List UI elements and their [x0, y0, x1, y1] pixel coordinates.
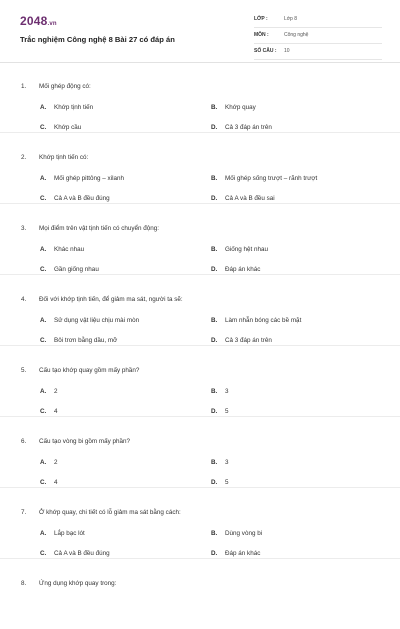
- option-key: A.: [40, 459, 47, 466]
- option-text: 4: [54, 479, 58, 486]
- option-key: A.: [40, 246, 47, 253]
- meta-row-count: [254, 46, 382, 60]
- option-key: C.: [40, 479, 47, 486]
- option-text: Gần giống nhau: [54, 266, 99, 273]
- option-key: A.: [40, 530, 47, 537]
- quiz-meta: [254, 14, 382, 62]
- question-text: Mọi điểm trên vật tịnh tiến có chuyển động:: [39, 225, 160, 232]
- option-text: Giống hệt nhau: [225, 246, 269, 253]
- option-key: C.: [40, 337, 47, 344]
- option-key: C.: [40, 266, 47, 273]
- option-key: B.: [211, 530, 218, 537]
- page-title: Trắc nghiệm Công nghệ 8 Bài 27 có đáp án: [20, 35, 175, 44]
- option-key: B.: [211, 317, 218, 324]
- option-text: Mối ghép sống trượt – rãnh trượt: [225, 175, 318, 182]
- question-text: Đối với khớp tịnh tiến, để giảm ma sát, người ta sẽ:: [39, 296, 183, 303]
- question-text: Ở khớp quay, chi tiết có lỗ giảm ma sát bằng cách:: [39, 509, 181, 516]
- meta-value: Công nghệ: [284, 32, 309, 38]
- logo-tld: .vn: [47, 21, 57, 27]
- option-text: 3: [225, 459, 229, 466]
- question-number: 3.: [21, 225, 27, 232]
- option-text: Sử dụng vật liệu chịu mài mòn: [54, 317, 140, 324]
- page-header: [0, 0, 400, 63]
- option-key: B.: [211, 104, 218, 111]
- option-text: Bôi trơn bằng dầu, mỡ: [54, 337, 118, 344]
- option-text: 5: [225, 408, 229, 415]
- question-number: 7.: [21, 509, 27, 516]
- option-text: Đáp án khác: [225, 266, 261, 273]
- option-text: Cả 3 đáp án trên: [225, 124, 272, 131]
- option-key: C.: [40, 195, 47, 202]
- question-number: 1.: [21, 83, 27, 90]
- option-key: D.: [211, 550, 218, 557]
- option-key: B.: [211, 246, 218, 253]
- option-text: Khớp tịnh tiến: [54, 104, 94, 111]
- option-key: C.: [40, 124, 47, 131]
- option-text: Cả A và B đều đúng: [54, 195, 110, 202]
- option-key: A.: [40, 104, 47, 111]
- option-text: Khớp cầu: [54, 124, 82, 131]
- question-text: Cấu tạo khớp quay gồm mấy phần?: [39, 367, 140, 374]
- meta-row-class: [254, 14, 382, 28]
- meta-value: Lớp 8: [284, 16, 298, 22]
- option-text: Mối ghép pittông – xilanh: [54, 175, 125, 182]
- meta-label: SỐ CÂU :: [254, 48, 277, 54]
- question-item: [0, 133, 400, 203]
- question-item: [0, 204, 400, 274]
- option-key: D.: [211, 479, 218, 486]
- question-number: 4.: [21, 296, 27, 303]
- meta-row-subject: [254, 30, 382, 44]
- option-key: B.: [211, 459, 218, 466]
- option-key: C.: [40, 408, 47, 415]
- question-number: 8.: [21, 580, 27, 587]
- logo-text: 2048: [20, 14, 48, 28]
- question-item: [0, 488, 400, 558]
- option-key: D.: [211, 124, 218, 131]
- option-text: Cả A và B đều đúng: [54, 550, 110, 557]
- option-key: B.: [211, 175, 218, 182]
- question-item: [0, 275, 400, 345]
- option-text: Khác nhau: [54, 246, 85, 253]
- question-text: Mối ghép động có:: [39, 83, 91, 90]
- option-key: D.: [211, 195, 218, 202]
- question-text: Cấu tạo vòng bi gồm mấy phần?: [39, 438, 131, 445]
- option-key: A.: [40, 317, 47, 324]
- question-item: [0, 346, 400, 416]
- question-item: [0, 559, 400, 629]
- option-text: 2: [54, 388, 58, 395]
- question-number: 5.: [21, 367, 27, 374]
- meta-value: 10: [284, 48, 290, 54]
- option-text: 3: [225, 388, 229, 395]
- option-key: A.: [40, 175, 47, 182]
- option-text: 2: [54, 459, 58, 466]
- question-text: Ứng dụng khớp quay trong:: [39, 580, 117, 587]
- option-text: Lắp bạc lót: [54, 530, 85, 537]
- option-text: Khớp quay: [225, 104, 256, 111]
- option-key: D.: [211, 266, 218, 273]
- option-text: Cả A và B đều sai: [225, 195, 275, 202]
- question-text: Khớp tịnh tiến có:: [39, 154, 89, 161]
- meta-label: MÔN :: [254, 32, 269, 38]
- question-number: 2.: [21, 154, 27, 161]
- option-key: D.: [211, 337, 218, 344]
- option-text: 4: [54, 408, 58, 415]
- option-key: B.: [211, 388, 218, 395]
- option-text: Đáp án khác: [225, 550, 261, 557]
- option-text: Làm nhẵn bóng các bề mặt: [225, 317, 302, 324]
- question-item: [0, 62, 400, 132]
- site-logo[interactable]: [20, 14, 57, 28]
- option-text: 5: [225, 479, 229, 486]
- question-item: [0, 417, 400, 487]
- option-key: D.: [211, 408, 218, 415]
- meta-label: LỚP :: [254, 16, 268, 22]
- question-number: 6.: [21, 438, 27, 445]
- option-key: C.: [40, 550, 47, 557]
- option-text: Dùng vòng bi: [225, 530, 263, 537]
- option-key: A.: [40, 388, 47, 395]
- option-text: Cả 3 đáp án trên: [225, 337, 272, 344]
